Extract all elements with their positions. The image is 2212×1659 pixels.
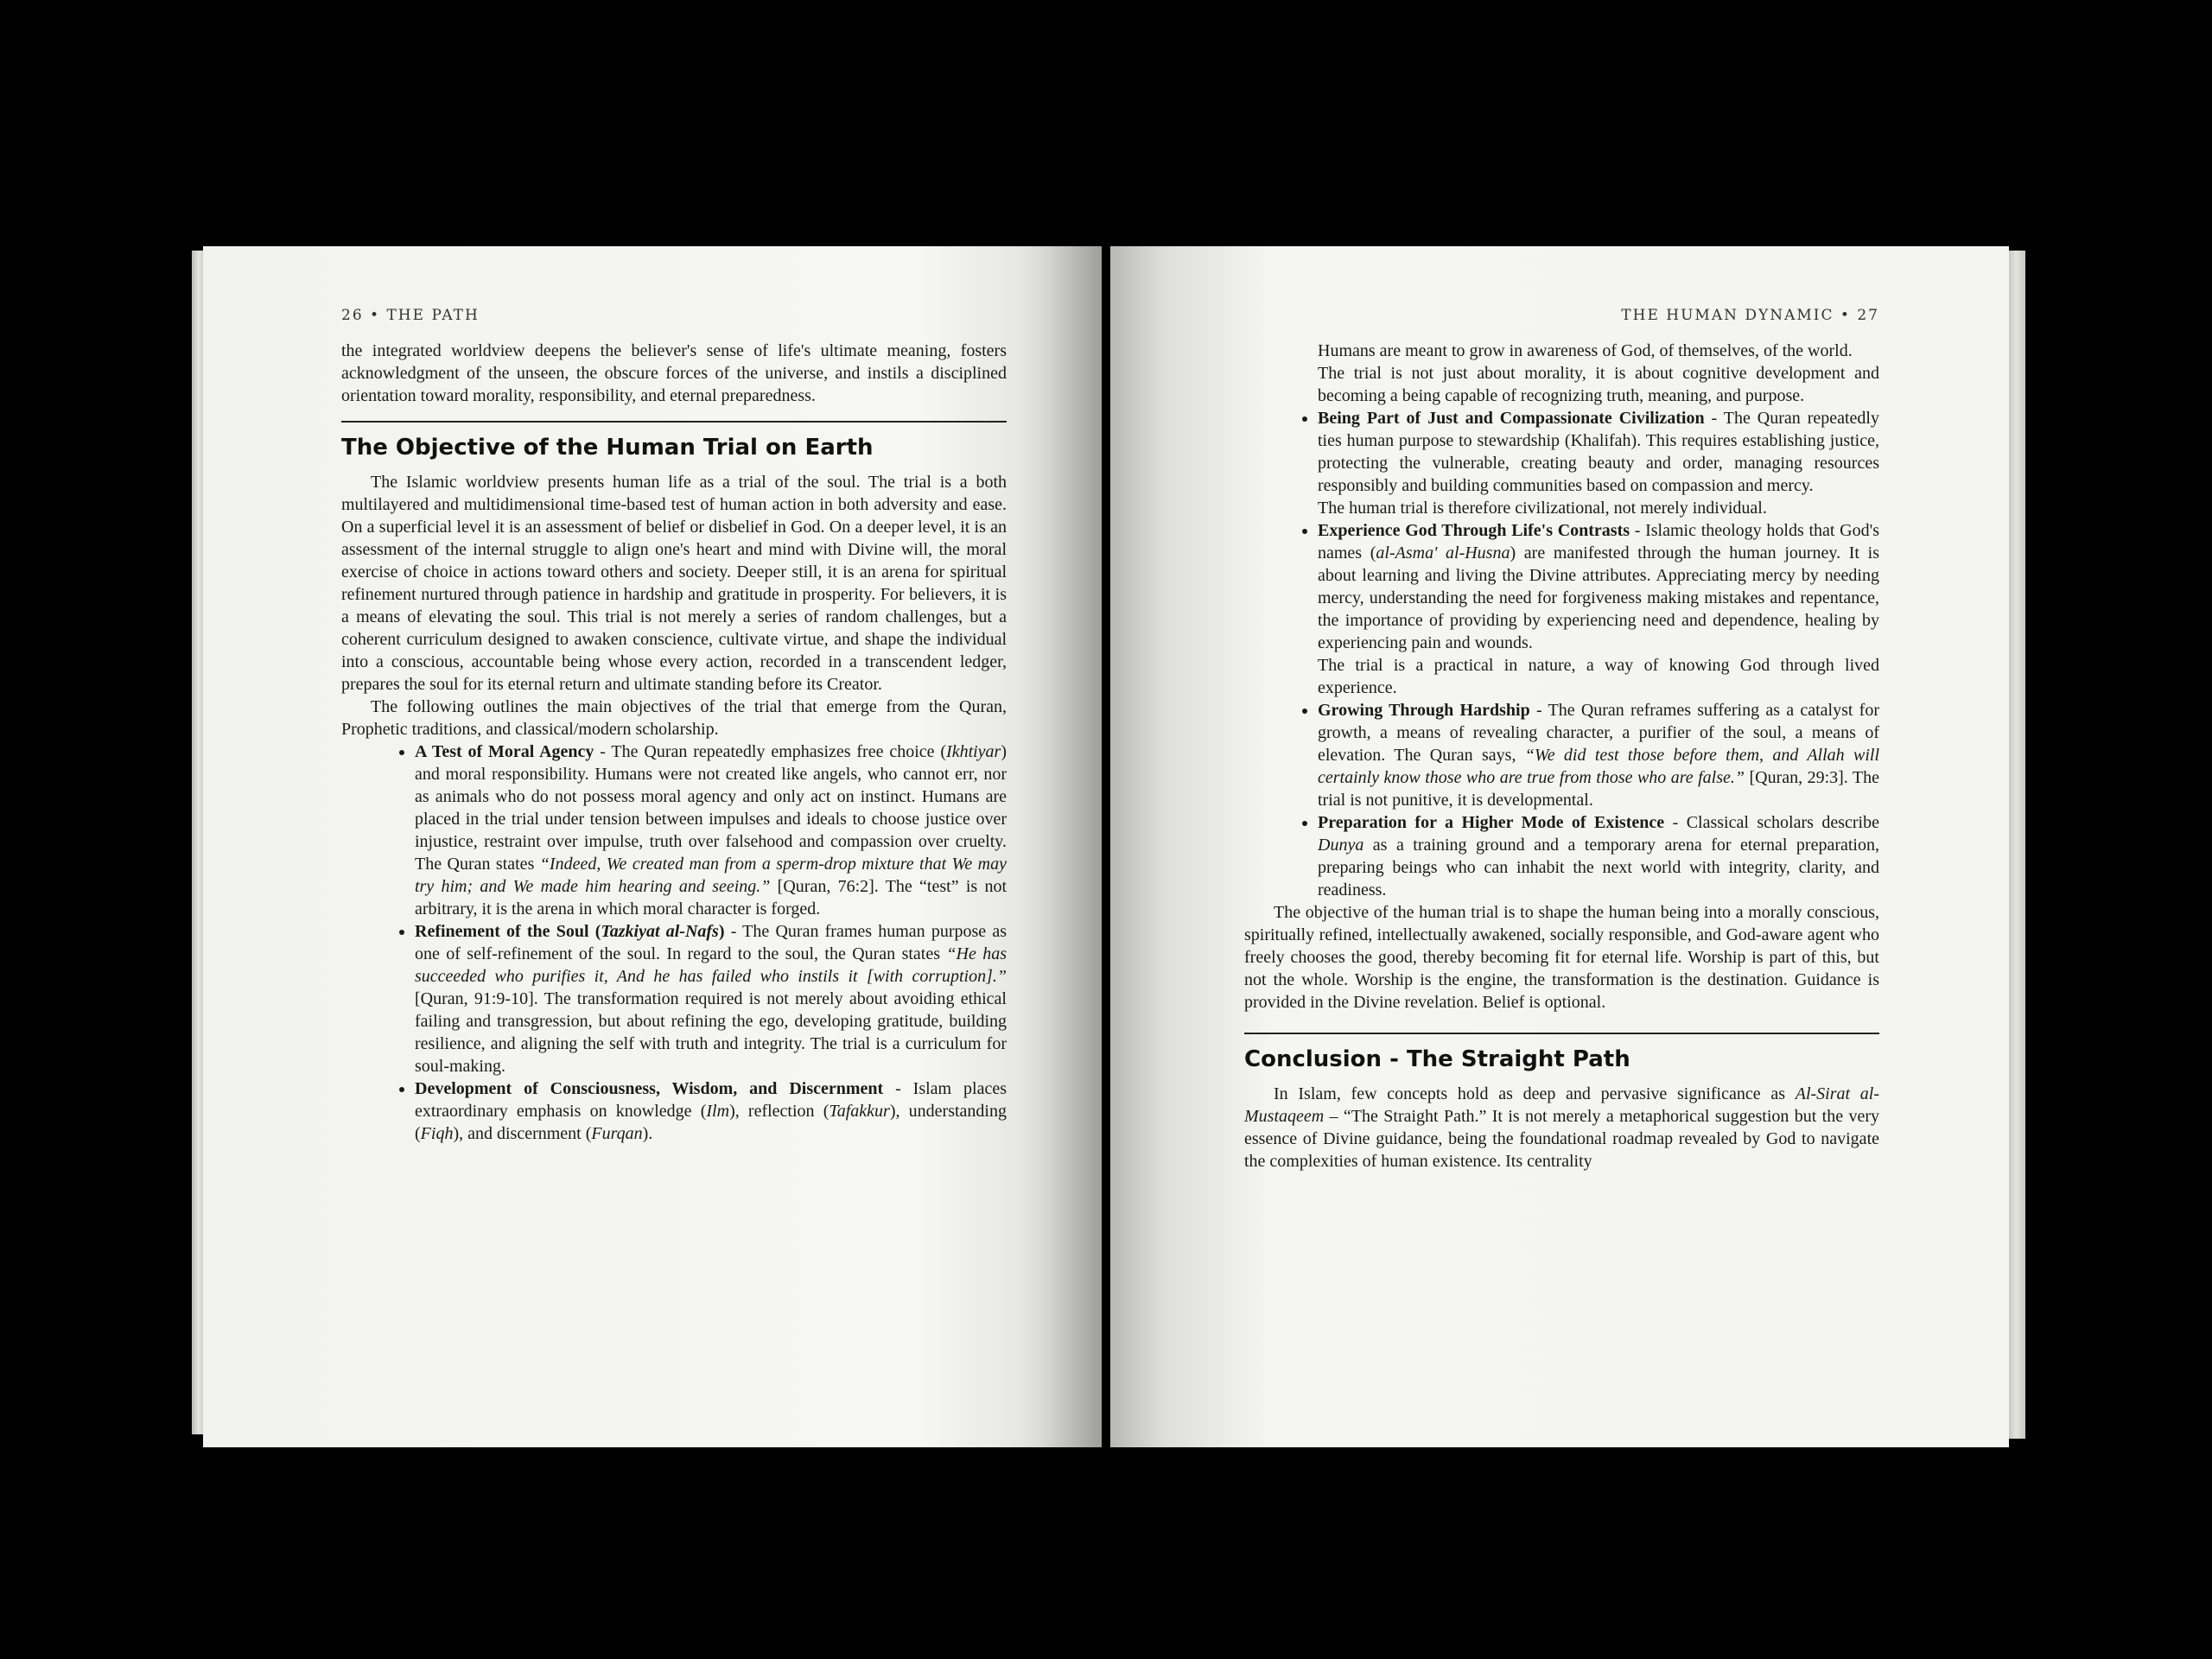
bullet-lead: Preparation for a Higher Mode of Existence — [1318, 813, 1665, 832]
bullet-text: ) and moral responsibility. Humans were not created like angels, who cannot err, nor as animals who do not possess moral agency and only act on instinct. Humans are placed in the trial under tension between impulses and ideals to choose justice over injustice, restraint over impulse, truth over falsehood and compassion over cruelty. The Quran states — [415, 742, 1007, 874]
section-heading-conclusion: Conclusion - The Straight Path — [1244, 1046, 1630, 1072]
continued-text: The trial is not just about morality, it is about cognitive development and becoming a being capable of recognizing truth, meaning, and purpose. — [1318, 364, 1879, 405]
objectives-list-continued — [1244, 407, 1879, 901]
italic-term: Dunya — [1318, 836, 1364, 855]
bullet-lead: Development of Consciousness, Wisdom, and Discernment — [415, 1079, 884, 1098]
list-item-contrasts — [1318, 519, 1879, 699]
italic-term: Fiqh — [420, 1124, 454, 1143]
bullet-lead: Being Part of Just and Compassionate Civilization — [1318, 409, 1705, 428]
conclusion-paragraph — [1244, 1083, 1879, 1173]
bullet-text: ), and discernment ( — [453, 1124, 592, 1143]
list-item-refinement — [415, 920, 1007, 1077]
right-page-stack-edge — [2006, 251, 2025, 1439]
body-paragraph: The Islamic worldview presents human life as a trial of the soul. The trial is a both multilayered and multidimensional time-based test of human action in both adversity and ease. On a superficial level it is an assessment of belief or disbelief in God. On a deeper level, it is an assessment of the internal struggle to align one's heart and mind with Divine will, the moral exercise of choice in actions toward others and society. Deeper still, it is an arena for spiritual refinement nurtured through patience in hardship and gratitude in prosperity. For believers, it is a means of elevating the soul. This trial is not merely a series of random challenges, but a coherent curriculum designed to awaken conscience, cultivate virtue, and shape the individual into a conscious, accountable being whose every action, recorded in a transcendent ledger, prepares the soul for its eternal return and ultimate standing before its Creator. — [341, 473, 1007, 694]
right-running-head: THE HUMAN DYNAMIC • 27 — [1621, 307, 1879, 324]
list-item-hardship — [1318, 699, 1879, 811]
bullet-lead-part: Refinement of the Soul ( — [415, 922, 601, 941]
bullet-note: The trial is a practical in nature, a way of knowing God through lived experience. — [1318, 656, 1879, 697]
italic-term: Ilm — [706, 1102, 730, 1121]
list-item-consciousness — [415, 1077, 1007, 1145]
bullet-text: ) are manifested through the human journey. It is about learning and living the Divine attributes. Appreciating mercy by needing mercy, understanding the need for forgiveness making mistakes and repentance, the importance of providing by experiencing need and dependence, healing by experiencing pain and wounds. — [1318, 543, 1879, 652]
bullet-text: - The Quran repeatedly emphasizes free choice ( — [594, 742, 947, 761]
italic-term: Furqan — [591, 1124, 643, 1143]
list-item-higher-existence — [1318, 811, 1879, 901]
list-item-civilization — [1318, 407, 1879, 519]
right-page — [1110, 246, 2009, 1447]
left-page — [203, 246, 1102, 1447]
section-heading-objective: The Objective of the Human Trial on Earth — [341, 435, 874, 461]
bullet-text: ). — [642, 1124, 653, 1143]
body-text: – “The Straight Path.” It is not merely a metaphorical suggestion but the very essence of Divine guidance, being the foundational roadmap revealed by God to navigate the complexities of human existence. Its centrality — [1244, 1107, 1879, 1171]
bullet-text: ), reflection ( — [729, 1102, 830, 1121]
bullet-text: [Quran, 29:3]. The trial is not punitive, it is developmental. — [1318, 768, 1880, 810]
list-item-moral-agency — [415, 741, 1007, 920]
bullet-note: The human trial is therefore civilizational, not merely individual. — [1318, 499, 1767, 518]
closing-paragraph: The objective of the human trial is to shape the human being into a morally conscious, spiritually refined, intellectually awakened, socially responsible, and God-aware agent who freely chooses the good, thereby becoming fit for eternal life. Worship is part of this, but not the whole. Worship is the engine, the transformation is the destination. Guidance is provided in the Divine revelation. Belief is optional. — [1244, 903, 1879, 1012]
left-running-head: 26 • THE PATH — [341, 307, 480, 324]
quran-quote: “He has succeeded who purifies it, And he has failed who instils it [with corruption].” — [415, 944, 1007, 986]
italic-term: Tazkiyat al-Nafs — [601, 922, 719, 941]
italic-term: al-Asma' al-Husna — [1376, 543, 1510, 563]
bullet-text: - Islam places extraordinary emphasis on knowledge ( — [415, 1079, 1007, 1121]
bullet-text: - The Quran repeatedly ties human purpose to stewardship (Khalifah). This requires establishing justice, protecting the vulnerable, creating beauty and order, managing resources responsibly and building communities based on compassion and mercy. — [1318, 409, 1879, 495]
bullet-lead-part: ) — [718, 922, 725, 941]
bullet-text: [Quran, 91:9-10]. The transformation required is not merely about avoiding ethical failing and transgression, but about refining the ego, developing gratitude, building resilience, and aligning the self with truth and integrity. The trial is a curriculum for soul-making. — [415, 989, 1007, 1076]
bullet-text: - Classical scholars describe — [1664, 813, 1879, 832]
italic-term: Ikhtiyar — [946, 742, 1001, 761]
bullet-text: ), understanding ( — [415, 1102, 1007, 1143]
section-divider — [1244, 1033, 1879, 1034]
quran-quote: “Indeed, We created man from a sperm-drop mixture that We may try him; and We made him hearing and seeing.” — [415, 855, 1007, 896]
body-text: In Islam, few concepts hold as deep and pervasive significance as — [1274, 1084, 1796, 1103]
italic-term: Al-Sirat al-Mustaqeem — [1244, 1084, 1880, 1126]
bullet-text: - Islamic theology holds that God's names ( — [1318, 521, 1879, 563]
bullet-text: as a training ground and a temporary arena for eternal preparation, preparing beings who can inhabit the next world with integrity, clarity, and readiness. — [1318, 836, 1879, 899]
objectives-list — [341, 741, 1007, 1145]
bullet-lead: Growing Through Hardship — [1318, 701, 1530, 720]
section-divider — [341, 421, 1007, 423]
body-paragraph: The following outlines the main objectives of the trial that emerge from the Quran, Prophetic traditions, and classical/modern scholarship. — [341, 697, 1007, 739]
bullet-lead: Experience God Through Life's Contrasts — [1318, 521, 1630, 540]
continued-text: Humans are meant to grow in awareness of God, of themselves, of the world. — [1318, 341, 1853, 360]
bullet-text: - The Quran frames human purpose as one of self-refinement of the soul. In regard to the soul, the Quran states — [415, 922, 1007, 963]
quran-quote: “We did test those before them, and Allah will certainly know those who are true from those who are false.” — [1318, 746, 1879, 787]
bullet-lead: A Test of Moral Agency — [415, 742, 594, 761]
bullet-text: [Quran, 76:2]. The “test” is not arbitrary, it is the arena in which moral character is forged. — [415, 877, 1007, 918]
bullet-lead — [415, 922, 725, 941]
italic-term: Tafakkur — [829, 1102, 890, 1121]
opening-paragraph: the integrated worldview deepens the believer's sense of life's ultimate meaning, fosters acknowledgment of the unseen, the obscure forces of the universe, and instils a disciplined orientation toward morality, responsibility, and eternal preparedness. — [341, 341, 1007, 405]
bullet-text: - The Quran reframes suffering as a catalyst for growth, a means of revealing character, a purifier of the soul, a means of elevation. The Quran says, — [1318, 701, 1880, 765]
